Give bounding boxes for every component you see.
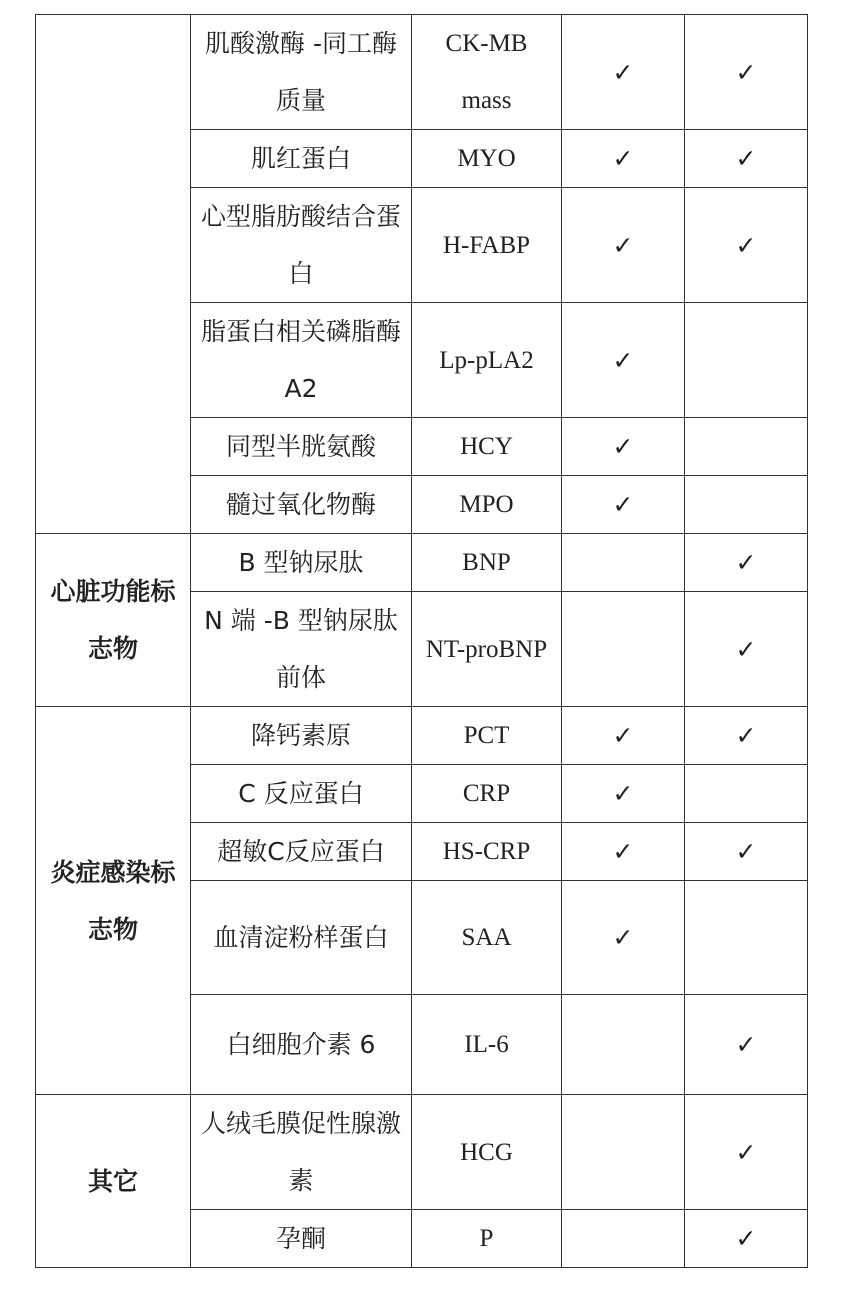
check-cell-c3	[562, 707, 685, 765]
category-cell: 其它	[36, 1095, 191, 1268]
table-row	[36, 1095, 808, 1210]
check-cell-c4	[685, 130, 808, 188]
check-icon: ✓	[735, 57, 757, 87]
check-cell-c3	[562, 881, 685, 995]
check-cell-c4	[685, 881, 808, 995]
check-icon: ✓	[735, 1030, 757, 1059]
check-cell-c3	[562, 418, 685, 476]
check-icon: ✓	[612, 779, 634, 808]
check-icon: ✓	[612, 490, 634, 519]
marker-name-cell: 肌红蛋白	[191, 130, 412, 188]
marker-abbr-cell: HS-CRP	[412, 823, 562, 881]
check-icon: ✓	[612, 923, 634, 952]
table-row	[36, 15, 808, 130]
check-icon: ✓	[612, 57, 634, 87]
marker-abbr-cell: HCY	[412, 418, 562, 476]
marker-name-cell: 超敏C反应蛋白	[191, 823, 412, 881]
marker-name-cell: 血清淀粉样蛋白	[191, 881, 412, 995]
check-icon: ✓	[735, 634, 757, 664]
check-cell-c3	[562, 534, 685, 592]
marker-name-cell: 人绒毛膜促性腺激素	[191, 1095, 412, 1210]
marker-abbr-cell: MYO	[412, 130, 562, 188]
biomarker-table	[35, 14, 808, 1268]
marker-name-cell: 降钙素原	[191, 707, 412, 765]
check-cell-c4	[685, 592, 808, 707]
category-cell	[36, 15, 191, 534]
table-row	[36, 707, 808, 765]
check-icon: ✓	[735, 230, 757, 260]
check-cell-c3	[562, 1095, 685, 1210]
marker-abbr-cell: MPO	[412, 476, 562, 534]
marker-name-cell: 肌酸激酶 -同工酶质量	[191, 15, 412, 130]
check-icon: ✓	[612, 230, 634, 260]
marker-name-cell: B 型钠尿肽	[191, 534, 412, 592]
check-cell-c4	[685, 15, 808, 130]
marker-name-cell: 白细胞介素 6	[191, 995, 412, 1095]
marker-abbr-cell: P	[412, 1210, 562, 1268]
marker-abbr-cell: CRP	[412, 765, 562, 823]
check-cell-c4	[685, 188, 808, 303]
check-cell-c4	[685, 765, 808, 823]
marker-abbr-cell: CK-MB mass	[412, 15, 562, 130]
check-icon: ✓	[612, 144, 634, 173]
check-cell-c3	[562, 592, 685, 707]
check-icon: ✓	[612, 837, 634, 866]
marker-abbr-cell: SAA	[412, 881, 562, 995]
marker-abbr-cell: BNP	[412, 534, 562, 592]
category-cell: 炎症感染标志物	[36, 707, 191, 1095]
check-cell-c3	[562, 15, 685, 130]
marker-abbr-cell: PCT	[412, 707, 562, 765]
check-cell-c3	[562, 823, 685, 881]
check-icon: ✓	[612, 432, 634, 461]
check-icon: ✓	[735, 548, 757, 577]
check-icon: ✓	[735, 144, 757, 173]
marker-abbr-cell: H-FABP	[412, 188, 562, 303]
check-cell-c4	[685, 303, 808, 418]
check-cell-c3	[562, 1210, 685, 1268]
marker-abbr-cell: HCG	[412, 1095, 562, 1210]
marker-name-cell: 同型半胱氨酸	[191, 418, 412, 476]
check-icon: ✓	[612, 345, 634, 375]
check-cell-c4	[685, 476, 808, 534]
marker-name-cell: 心型脂肪酸结合蛋白	[191, 188, 412, 303]
check-cell-c4	[685, 995, 808, 1095]
marker-abbr-cell: IL-6	[412, 995, 562, 1095]
table-row	[36, 534, 808, 592]
check-cell-c3	[562, 476, 685, 534]
check-cell-c4	[685, 1095, 808, 1210]
check-cell-c4	[685, 534, 808, 592]
check-icon: ✓	[735, 721, 757, 750]
check-icon: ✓	[612, 721, 634, 750]
check-cell-c3	[562, 303, 685, 418]
check-icon: ✓	[735, 837, 757, 866]
marker-abbr-cell: NT-proBNP	[412, 592, 562, 707]
check-cell-c3	[562, 995, 685, 1095]
marker-name-cell: 脂蛋白相关磷脂酶 A2	[191, 303, 412, 418]
marker-name-cell: C 反应蛋白	[191, 765, 412, 823]
check-cell-c3	[562, 188, 685, 303]
marker-abbr-cell: Lp-pLA2	[412, 303, 562, 418]
marker-name-cell: 孕酮	[191, 1210, 412, 1268]
check-cell-c4	[685, 823, 808, 881]
category-cell: 心脏功能标志物	[36, 534, 191, 707]
check-icon: ✓	[735, 1224, 757, 1253]
marker-name-cell: 髓过氧化物酶	[191, 476, 412, 534]
check-cell-c3	[562, 130, 685, 188]
check-cell-c4	[685, 1210, 808, 1268]
marker-name-cell: N 端 -B 型钠尿肽前体	[191, 592, 412, 707]
check-cell-c3	[562, 765, 685, 823]
check-cell-c4	[685, 707, 808, 765]
check-icon: ✓	[735, 1137, 757, 1167]
check-cell-c4	[685, 418, 808, 476]
